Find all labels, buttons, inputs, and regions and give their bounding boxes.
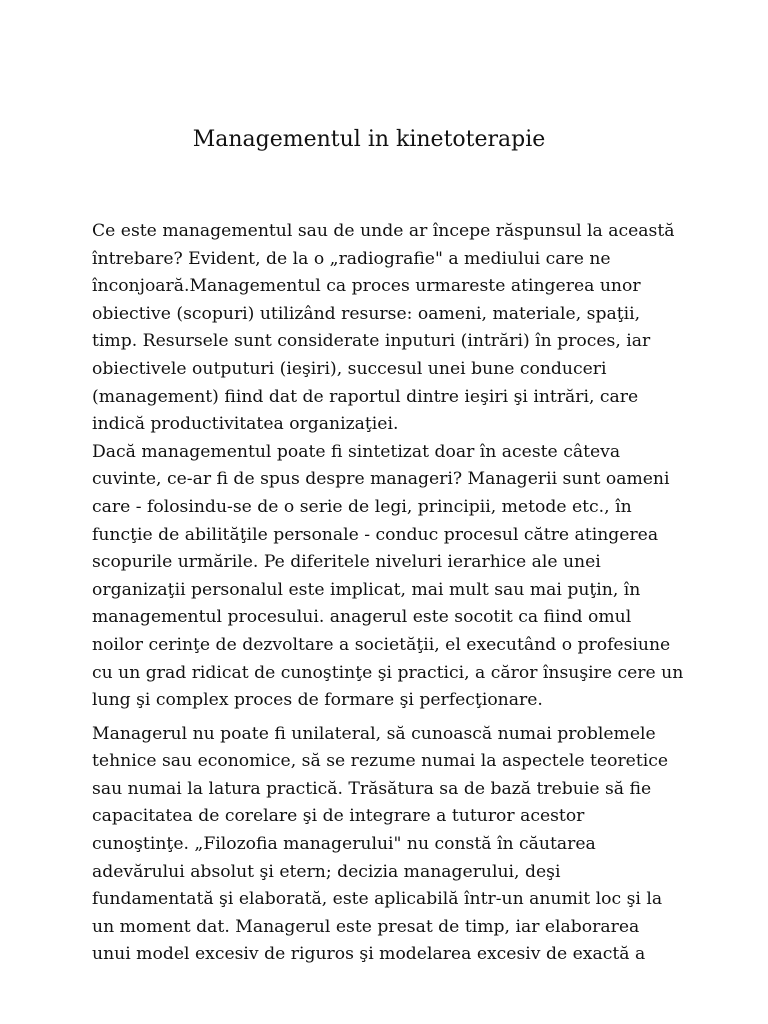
text-line: obiectivele outputuri (ieşiri), succesul unei bune conduceri bbox=[92, 358, 607, 379]
document-body bbox=[92, 218, 692, 969]
text-line: cu un grad ridicat de cunoştinţe şi practici, a căror însuşire cere un bbox=[92, 662, 684, 683]
text-line: sau numai la latura practică. Trăsătura sa de bază trebuie să fie bbox=[92, 778, 652, 799]
text-line: cuvinte, ce-ar fi de spus despre manageri? Managerii sunt oameni bbox=[92, 469, 670, 490]
text-line: timp. Resursele sunt considerate inputuri (intrări) în proces, iar bbox=[92, 331, 651, 352]
paragraph-2 bbox=[92, 439, 692, 715]
text-line: scopurile urmările. Pe diferitele niveluri ierarhice ale unei bbox=[92, 552, 601, 573]
text-line: unui model excesiv de riguros şi modelarea excesiv de exactă a bbox=[92, 944, 646, 965]
paragraph-3 bbox=[92, 721, 692, 969]
document-title: Managementul in kinetoterapie bbox=[192, 127, 546, 152]
text-line: Managerul nu poate fi unilateral, să cunoască numai problemele bbox=[92, 723, 656, 744]
text-line: capacitatea de corelare şi de integrare a tuturor acestor bbox=[92, 806, 585, 827]
text-line: (management) fiind dat de raportul dintre ieşiri şi intrări, care bbox=[92, 386, 639, 407]
text-line: un moment dat. Managerul este presat de timp, iar elaborarea bbox=[92, 916, 640, 937]
text-line: care - folosindu-se de o serie de legi, principii, metode etc., în bbox=[92, 496, 632, 517]
text-line: cunoştinţe. „Filozofia managerului" nu constă în căutarea bbox=[92, 834, 596, 855]
text-line: Ce este managementul sau de unde ar începe răspunsul la această bbox=[92, 221, 675, 241]
text-line: noilor cerinţe de dezvoltare a societăţii, el executând o profesiune bbox=[92, 634, 671, 655]
paragraph-1 bbox=[92, 218, 692, 439]
text-line: lung şi complex proces de formare şi perfecţionare. bbox=[92, 690, 543, 711]
text-line: funcţie de abilităţile personale - conduc procesul către atingerea bbox=[92, 524, 659, 545]
text-line: înconjoară.Managementul ca proces urmareste atingerea unor bbox=[92, 276, 641, 297]
text-line: fundamentată şi elaborată, este aplicabilă într-un anumit loc şi la bbox=[92, 889, 663, 910]
text-line: adevărului absolut şi etern; decizia managerului, deşi bbox=[92, 861, 561, 882]
text-line: tehnice sau economice, să se rezume numai la aspectele teoretice bbox=[92, 751, 669, 772]
text-line: întrebare? Evident, de la o „radiografie" a mediului care ne bbox=[92, 248, 611, 269]
text-line: managementul procesului. anagerul este socotit ca fiind omul bbox=[92, 607, 632, 628]
text-line: obiective (scopuri) utilizând resurse: oameni, materiale, spaţii, bbox=[92, 303, 641, 324]
text-line: indică productivitatea organizaţiei. bbox=[92, 414, 399, 435]
text-line: organizaţii personalul este implicat, mai mult sau mai puţin, în bbox=[92, 579, 641, 600]
text-line: Dacă managementul poate fi sintetizat doar în aceste câteva bbox=[92, 441, 621, 462]
